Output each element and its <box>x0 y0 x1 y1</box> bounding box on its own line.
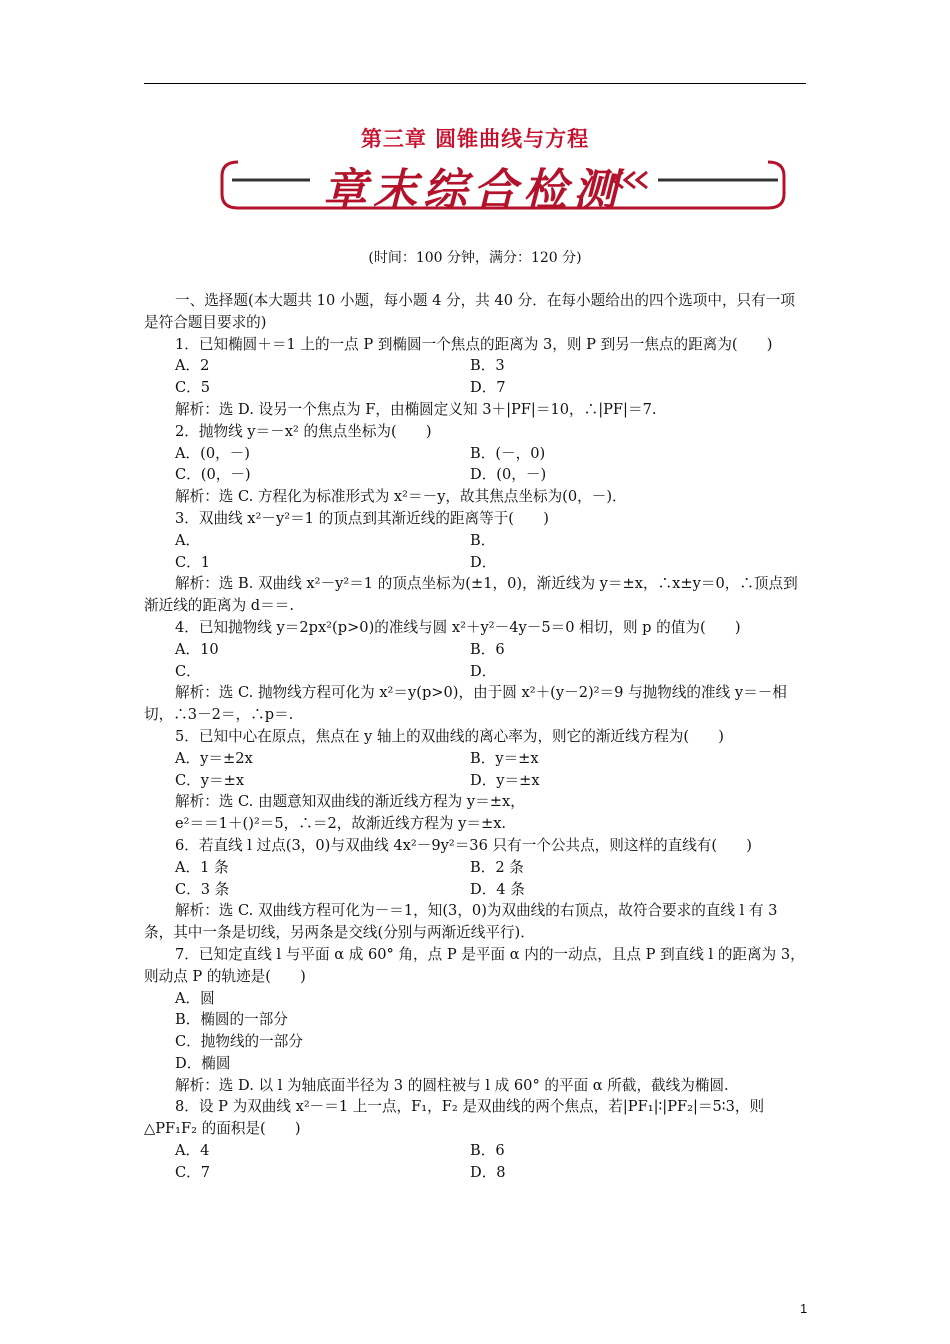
option-c: C．5 <box>175 379 211 397</box>
option-a: A．2 <box>175 357 210 375</box>
option-a: A．1 条 <box>175 858 229 876</box>
question-2-analysis: 解析：选 C. 方程化为标准形式为 x²＝－y，故其焦点坐标为(0，－)． <box>175 488 627 506</box>
question-2-stem: 2．抛物线 y＝－x² 的焦点坐标为( ) <box>175 422 432 440</box>
option-d: D． <box>470 662 497 680</box>
question-7-stem: 7．已知定直线 l 与平面 α 成 60° 角，点 P 是平面 α 内的一动点，且点 P 到直线 l 的距离为 3，则动点 P 的轨迹是( ) <box>144 945 805 985</box>
question-6-options-row-2 <box>144 879 806 901</box>
question-6-analysis: 解析：选 C. 双曲线方程可化为－＝1，知(3，0)为双曲线的右顶点，故符合要求的直线 l 有 3 条，其中一条是切线，另两条是交线(分别与两渐近线平行)． <box>144 902 778 942</box>
option-a: A．(0，－) <box>175 444 250 462</box>
question-4-options-row-1 <box>144 639 806 661</box>
question-5-stem: 5．已知中心在原点，焦点在 y 轴上的双曲线的离心率为，则它的渐近线方程为( ) <box>175 727 724 745</box>
option-a: A． <box>175 531 201 549</box>
option-c: C．1 <box>175 553 211 571</box>
page-number: 1 <box>800 1301 808 1316</box>
option-c: C．7 <box>175 1163 211 1181</box>
question-5-analysis: 解析：选 C. 由题意知双曲线的渐近线方程为 y＝±x， <box>175 793 525 811</box>
option-a: A．y＝±2x <box>175 749 253 767</box>
chapter-title: 第三章 圆锥曲线与方程 <box>360 127 590 151</box>
option-d: D． <box>470 553 497 571</box>
question-4-stem: 4．已知抛物线 y＝2px²(p>0)的准线与圆 x²＋y²－4y－5＝0 相切，则 p 的值为( ) <box>175 618 741 636</box>
option-d: D．y＝±x <box>470 771 540 789</box>
document-body <box>144 290 806 1184</box>
option-d: D．8 <box>470 1163 506 1181</box>
question-1-options-row-2 <box>144 377 806 399</box>
question-3-options-row-2 <box>144 552 806 574</box>
question-4-options-row-2 <box>144 661 806 683</box>
question-3-stem: 3．双曲线 x²－y²＝1 的顶点到其渐近线的距离等于( ) <box>175 509 549 527</box>
question-4-analysis: 解析：选 C. 抛物线方程可化为 x²＝y(p>0)，由于圆 x²＋(y－2)²＝9 与抛物线的准线 y＝－相切，∴3－2＝，∴p＝. <box>144 684 787 724</box>
question-7-option-c: C．抛物线的一部分 <box>175 1033 303 1051</box>
question-3-options-row-1 <box>144 530 806 552</box>
option-d: D．4 条 <box>470 880 525 898</box>
question-7-analysis: 解析：选 D. 以 l 为轴底面半径为 3 的圆柱被与 l 成 60° 的平面 α 所截，截线为椭圆. <box>175 1076 729 1094</box>
option-a: A．4 <box>175 1142 210 1160</box>
question-6-stem: 6．若直线 l 过点(3，0)与双曲线 4x²－9y²＝36 只有一个公共点，则这样的直线有( ) <box>175 836 752 854</box>
option-b: B．2 条 <box>470 858 524 876</box>
question-6-options-row-1 <box>144 857 806 879</box>
option-b: B．3 <box>470 357 505 375</box>
option-c: C． <box>175 662 201 680</box>
option-c: C．(0，－) <box>175 466 251 484</box>
question-7-option-a: A．圆 <box>175 989 215 1007</box>
question-1-options-row-1 <box>144 355 806 377</box>
option-b: B．(－，0) <box>470 444 546 462</box>
option-b: B．6 <box>470 1142 505 1160</box>
option-d: D．7 <box>470 379 506 397</box>
exam-time-info: (时间：100 分钟，满分：120 分) <box>368 250 582 266</box>
option-b: B． <box>470 531 496 549</box>
question-3-analysis: 解析：选 B. 双曲线 x²－y²＝1 的顶点坐标为(±1，0)，渐近线为 y＝±x，∴x±y＝0，∴顶点到渐近线的距离为 d＝＝. <box>144 575 798 615</box>
option-a: A．10 <box>175 640 219 658</box>
option-b: B．6 <box>470 640 505 658</box>
question-7-option-b: B．椭圆的一部分 <box>175 1011 288 1029</box>
option-c: C．y＝±x <box>175 771 245 789</box>
question-5-options-row-1 <box>144 748 806 770</box>
question-8-options-row-1 <box>144 1140 806 1162</box>
question-2-options-row-1 <box>144 443 806 465</box>
question-5-options-row-2 <box>144 770 806 792</box>
option-b: B．y＝±x <box>470 749 539 767</box>
question-8-stem: 8．设 P 为双曲线 x²－＝1 上一点，F₁，F₂ 是双曲线的两个焦点，若|PF₁|∶|PF₂|＝5∶3，则△PF₁F₂ 的面积是( ) <box>144 1098 765 1138</box>
option-d: D．(0，－) <box>470 466 547 484</box>
option-c: C．3 条 <box>175 880 230 898</box>
section-heading: 一、选择题(本大题共 10 小题，每小题 4 分，共 40 分．在每小题给出的四个选项中，只有一项是符合题目要求的) <box>144 292 795 331</box>
question-2-options-row-2 <box>144 464 806 486</box>
question-1-stem: 1．已知椭圆＋＝1 上的一点 P 到椭圆一个焦点的距离为 3，则 P 到另一焦点的距离为( ) <box>175 335 773 353</box>
question-5-analysis-cont: e²＝＝1＋()²＝5，∴＝2，故渐近线方程为 y＝±x. <box>175 815 507 833</box>
header-rule <box>144 83 806 84</box>
banner <box>218 150 788 222</box>
question-7-option-d: D．椭圆 <box>175 1054 231 1072</box>
banner-title: 章末综合检测 <box>323 165 623 216</box>
question-1-analysis: 解析：选 D. 设另一个焦点为 F，由椭圆定义知 3＋|PF|＝10，∴|PF|＝7. <box>175 400 657 418</box>
question-8-options-row-2 <box>144 1162 806 1184</box>
